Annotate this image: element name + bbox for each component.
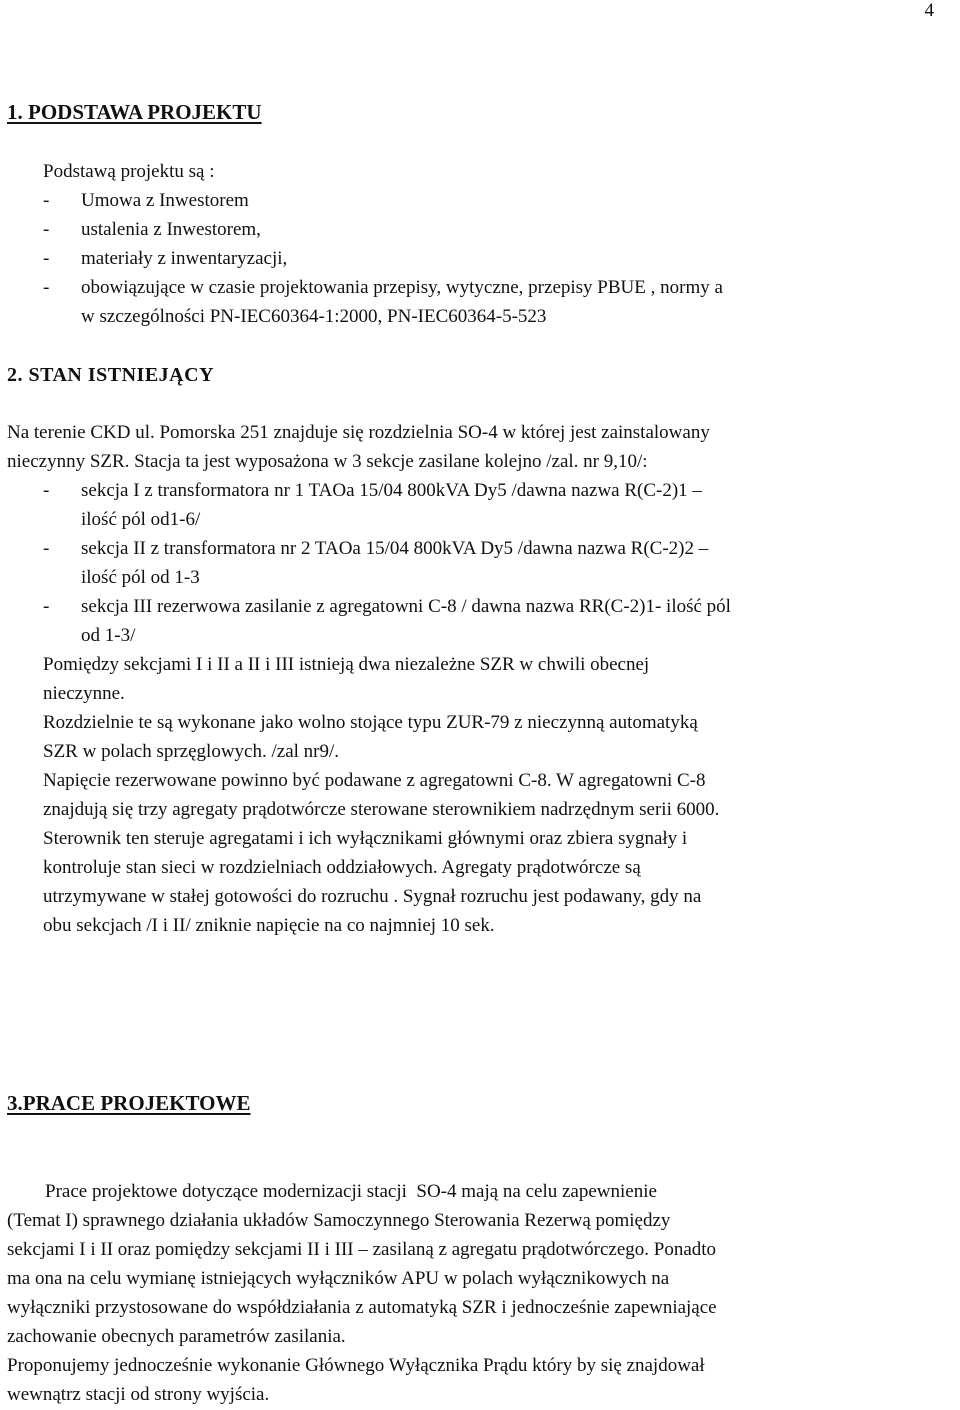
section1-heading: 1. PODSTAWA PROJEKTU [7, 100, 262, 124]
list-item-continuation: ilość pól od1-6/ [81, 509, 201, 530]
section2-heading: 2. STAN ISTNIEJĄCY [7, 364, 215, 386]
list-item-text: sekcja I z transformatora nr 1 TAOa 15/04 800kVA Dy5 /dawna nazwa R(C-2)1 – [81, 480, 702, 501]
list-item [43, 537, 708, 561]
paragraph-line: ma ona na celu wymianę istniejących wyłączników APU w polach wyłącznikowych na [7, 1268, 670, 1289]
paragraph-line: wyłączniki przystosowane do współdziałania z automatyką SZR i jednocześnie zapewniające [7, 1297, 717, 1318]
list-dash: - [43, 480, 50, 501]
list-dash: - [43, 248, 50, 269]
paragraph-line: Sterownik ten steruje agregatami i ich wyłącznikami głównymi oraz zbiera sygnały i [43, 828, 688, 849]
list-item-text: materiały z inwentaryzacji, [81, 248, 288, 269]
paragraph-line: nieczynne. [43, 683, 125, 704]
list-dash: - [43, 277, 50, 298]
paragraph-line: zachowanie obecnych parametrów zasilania. [7, 1326, 346, 1347]
paragraph-line: utrzymywane w stałej gotowości do rozruchu . Sygnał rozruchu jest podawany, gdy na [43, 886, 702, 907]
paragraph-line: Napięcie rezerwowane powinno być podawane z agregatowni C-8. W agregatowni C-8 [43, 770, 706, 791]
list-item [43, 276, 723, 300]
section3-heading: 3.PRACE PROJEKTOWE [7, 1091, 251, 1115]
list-item [43, 189, 249, 213]
list-item-continuation: od 1-3/ [81, 625, 136, 646]
section1-intro: Podstawą projektu są : [43, 161, 215, 182]
list-item-continuation: w szczególności PN-IEC60364-1:2000, PN-IEC60364-5-523 [81, 306, 547, 327]
paragraph-line: Na terenie CKD ul. Pomorska 251 znajduje się rozdzielnia SO-4 w której jest zainstalowany [7, 422, 710, 443]
paragraph-line: nieczynny SZR. Stacja ta jest wyposażona w 3 sekcje zasilane kolejno /zal. nr 9,10/: [7, 451, 648, 472]
paragraph-line: Prace projektowe dotyczące modernizacji stacji SO-4 mają na celu zapewnienie [7, 1181, 657, 1202]
paragraph-line: Proponujemy jednocześnie wykonanie Głównego Wyłącznika Prądu który by się znajdował [7, 1355, 705, 1376]
page-number: 4 [924, 0, 934, 21]
paragraph-line: Rozdzielnie te są wykonane jako wolno stojące typu ZUR-79 z nieczynną automatyką [43, 712, 698, 733]
list-item [43, 218, 261, 242]
list-dash: - [43, 538, 50, 559]
paragraph-line: Pomiędzy sekcjami I i II a II i III istnieją dwa niezależne SZR w chwili obecnej [43, 654, 650, 675]
list-item [43, 595, 731, 619]
paragraph-line: kontroluje stan sieci w rozdzielniach oddziałowych. Agregaty prądotwórcze są [43, 857, 641, 878]
list-dash: - [43, 596, 50, 617]
paragraph-line: znajdują się trzy agregaty prądotwórcze sterowane sterownikiem nadrzędnym serii 6000. [43, 799, 720, 820]
list-item [43, 479, 702, 503]
list-dash: - [43, 219, 50, 240]
list-item-text: ustalenia z Inwestorem, [81, 219, 261, 240]
paragraph-line: obu sekcjach /I i II/ zniknie napięcie na co najmniej 10 sek. [43, 915, 495, 936]
paragraph-line: (Temat I) sprawnego działania układów Samoczynnego Sterowania Rezerwą pomiędzy [7, 1210, 671, 1231]
paragraph-line: sekcjami I i II oraz pomiędzy sekcjami II i III – zasilaną z agregatu prądotwórczego. Ponadto [7, 1239, 717, 1260]
list-item-text: sekcja II z transformatora nr 2 TAOa 15/04 800kVA Dy5 /dawna nazwa R(C-2)2 – [81, 538, 709, 559]
list-item-text: obowiązujące w czasie projektowania przepisy, wytyczne, przepisy PBUE , normy a [81, 277, 723, 298]
list-item [43, 247, 287, 271]
list-item-continuation: ilość pól od 1-3 [81, 567, 200, 588]
list-item-text: sekcja III rezerwowa zasilanie z agregatowni C-8 / dawna nazwa RR(C-2)1- ilość pól [81, 596, 731, 617]
list-dash: - [43, 190, 50, 211]
paragraph-line: wewnątrz stacji od strony wyjścia. [7, 1384, 270, 1405]
paragraph-line: SZR w polach sprzęglowych. /zal nr9/. [43, 741, 340, 762]
list-item-text: Umowa z Inwestorem [81, 190, 249, 211]
